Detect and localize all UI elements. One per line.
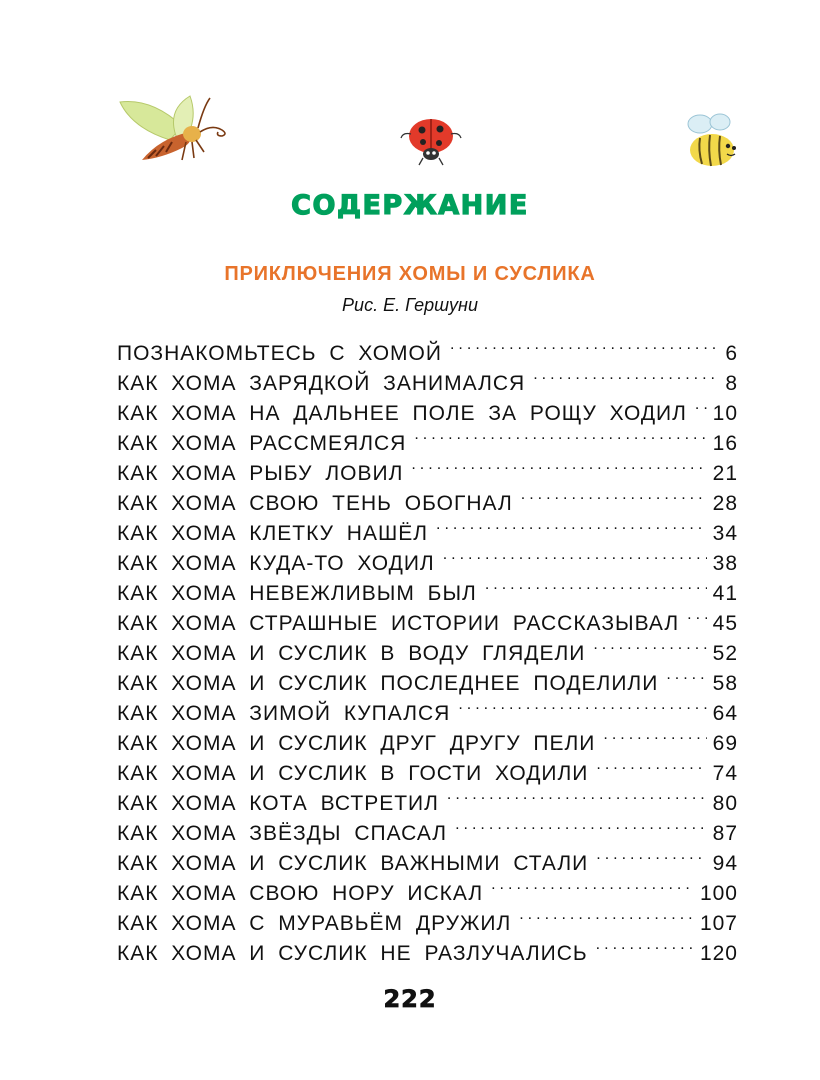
toc-entry-title: КАК ХОМА КЛЕТКУ НАШЁЛ [117, 522, 428, 545]
toc-entry-title: КАК ХОМА И СУСЛИК НЕ РАЗЛУЧАЛИСЬ [117, 942, 588, 965]
toc-entry-title: КАК ХОМА И СУСЛИК В ГОСТИ ХОДИЛИ [117, 762, 589, 785]
toc-entry-page: 87 [712, 822, 738, 845]
toc-leader-dots [436, 510, 707, 540]
toc-entry-page: 80 [712, 792, 738, 815]
toc-entry-page: 100 [699, 882, 738, 905]
toc-entry-page: 64 [712, 702, 738, 725]
toc-entry-page: 58 [712, 672, 738, 695]
toc-leader-dots [521, 480, 707, 510]
toc-entry-title: КАК ХОМА СВОЮ НОРУ ИСКАЛ [117, 882, 484, 905]
toc-entry-page: 94 [712, 852, 738, 875]
toc-entry-page: 16 [712, 432, 738, 455]
toc-leader-dots [450, 330, 719, 360]
toc-leader-dots [687, 600, 706, 630]
toc-entry-page: 34 [712, 522, 738, 545]
toc-leader-dots [596, 930, 694, 960]
contents-heading: СОДЕРЖАНИЕ [291, 190, 529, 221]
toc-entry-page: 74 [712, 762, 738, 785]
toc-leader-dots [596, 840, 706, 870]
page-number: 222 [383, 985, 437, 1013]
toc-entry-title: КАК ХОМА КОТА ВСТРЕТИЛ [117, 792, 439, 815]
toc-entry-page: 107 [699, 912, 738, 935]
table-of-contents [117, 330, 738, 965]
toc-leader-dots [533, 360, 719, 390]
toc-leader-dots [443, 540, 707, 570]
toc-entry-title: ПОЗНАКОМЬТЕСЬ С ХОМОЙ [117, 342, 442, 365]
toc-leader-dots [491, 870, 694, 900]
toc-leader-dots [485, 570, 707, 600]
toc-entry-title: КАК ХОМА СТРАШНЫЕ ИСТОРИИ РАССКАЗЫВАЛ [117, 612, 680, 635]
toc-entry-page: 21 [712, 462, 738, 485]
bee-illustration [680, 112, 748, 172]
toc-entry-page: 8 [725, 372, 738, 395]
toc-entry-title: КАК ХОМА И СУСЛИК ПОСЛЕДНЕЕ ПОДЕЛИЛИ [117, 672, 659, 695]
moth-illustration [112, 88, 237, 173]
toc-leader-dots [596, 750, 706, 780]
toc-entry-title: КАК ХОМА ЗАРЯДКОЙ ЗАНИМАЛСЯ [117, 372, 526, 395]
toc-leader-dots [411, 450, 706, 480]
ladybug-illustration [395, 112, 465, 167]
toc-entry-title: КАК ХОМА НЕВЕЖЛИВЫМ БЫЛ [117, 582, 477, 605]
toc-entry-page: 120 [699, 942, 738, 965]
toc-entry-title: КАК ХОМА СВОЮ ТЕНЬ ОБОГНАЛ [117, 492, 513, 515]
toc-leader-dots [593, 630, 706, 660]
toc-entry-title: КАК ХОМА И СУСЛИК ДРУГ ДРУГУ ПЕЛИ [117, 732, 596, 755]
toc-leader-dots [455, 810, 707, 840]
toc-entry-title: КАК ХОМА С МУРАВЬЁМ ДРУЖИЛ [117, 912, 512, 935]
toc-entry-title: КАК ХОМА РАССМЕЯЛСЯ [117, 432, 407, 455]
toc-leader-dots [695, 390, 707, 420]
toc-entry-page: 28 [712, 492, 738, 515]
toc-entry-page: 52 [712, 642, 738, 665]
toc-entry[interactable] [117, 330, 738, 365]
toc-entry-title: КАК ХОМА ЗВЁЗДЫ СПАСАЛ [117, 822, 448, 845]
toc-entry-title: КАК ХОМА РЫБУ ЛОВИЛ [117, 462, 404, 485]
toc-leader-dots [666, 660, 706, 690]
toc-entry-page: 41 [712, 582, 738, 605]
toc-leader-dots [447, 780, 707, 810]
toc-entry-page: 45 [712, 612, 738, 635]
section-title: ПРИКЛЮЧЕНИЯ ХОМЫ И СУСЛИКА [224, 263, 596, 285]
toc-entry-title: КАК ХОМА И СУСЛИК ВАЖНЫМИ СТАЛИ [117, 852, 589, 875]
toc-entry-page: 69 [712, 732, 738, 755]
toc-leader-dots [603, 720, 706, 750]
toc-entry-title: КАК ХОМА ЗИМОЙ КУПАЛСЯ [117, 702, 451, 725]
toc-entry-page: 38 [712, 552, 738, 575]
toc-leader-dots [458, 690, 706, 720]
toc-leader-dots [414, 420, 706, 450]
toc-leader-dots [519, 900, 694, 930]
toc-entry-page: 6 [725, 342, 738, 365]
illustrator-credit: Рис. Е. Гершуни [342, 295, 478, 315]
toc-entry-title: КАК ХОМА НА ДАЛЬНЕЕ ПОЛЕ ЗА РОЩУ ХОДИЛ [117, 402, 687, 425]
toc-entry-title: КАК ХОМА И СУСЛИК В ВОДУ ГЛЯДЕЛИ [117, 642, 586, 665]
toc-entry-title: КАК ХОМА КУДА-ТО ХОДИЛ [117, 552, 435, 575]
toc-entry-page: 10 [712, 402, 738, 425]
